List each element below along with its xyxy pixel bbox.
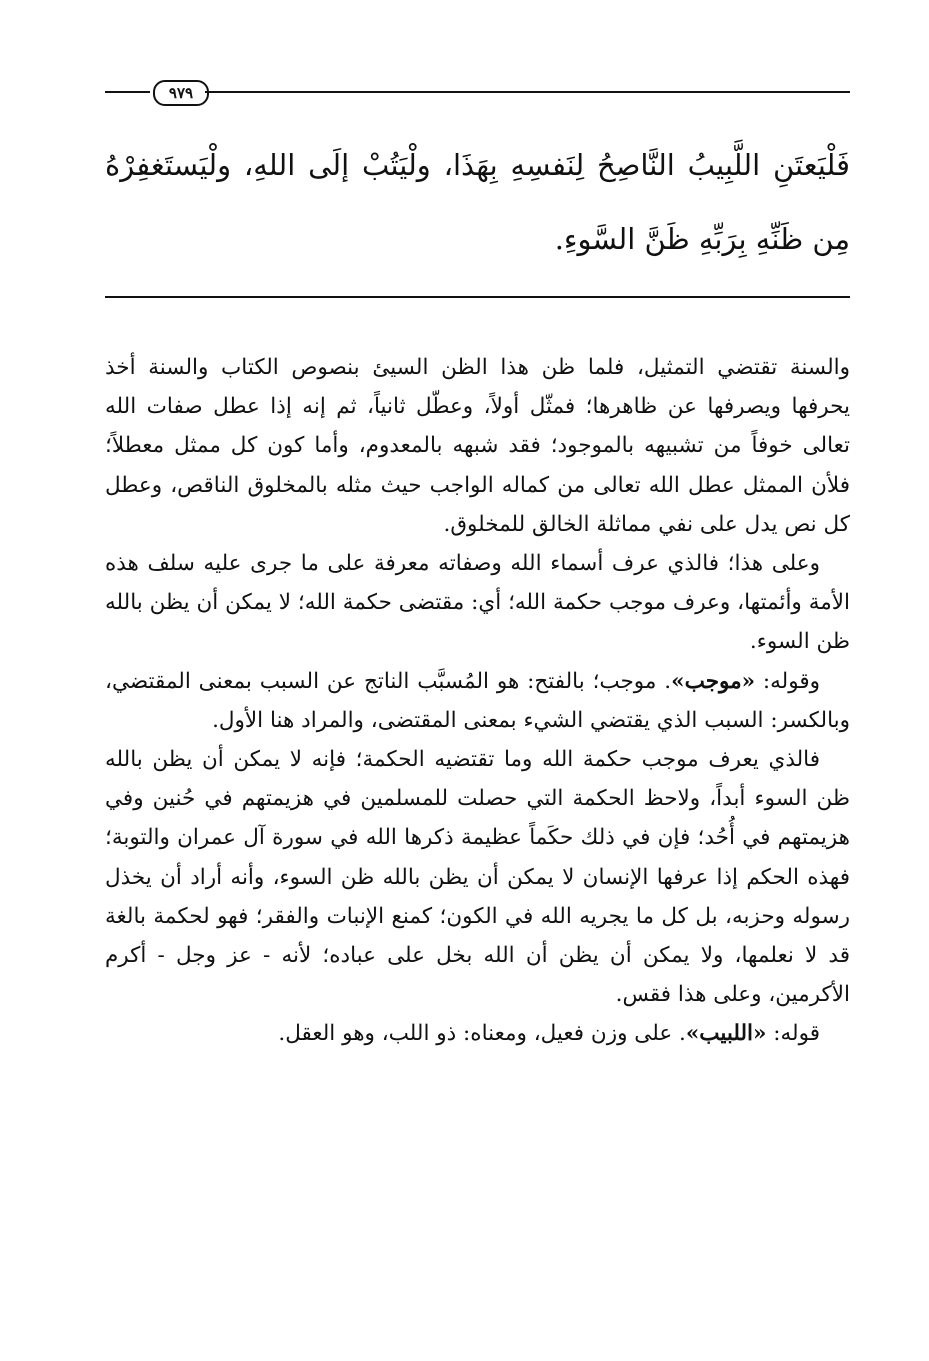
glossed-term: «اللبيب» xyxy=(685,1021,767,1047)
paragraph xyxy=(105,1014,850,1053)
commentary xyxy=(105,348,850,1054)
paragraph xyxy=(105,544,850,662)
paragraph-text: . موجب؛ بالفتح: هو المُسبَّب الناتج عن السبب بمعنى المقتضي، وبالكسر: السبب الذي يقتضي الشيء بمعنى المقتضى، والمراد هنا الأول. xyxy=(105,668,850,733)
paragraph-text: . على وزن فعيل، ومعناه: ذو اللب، وهو العقل. xyxy=(278,1021,686,1047)
paragraph-text: وعلى هذا؛ فالذي عرف أسماء الله وصفاته معرفة على ما جرى عليه سلف هذه الأمة وأئمتها، وعرف موجب حكمة الله؛ أي: مقتضى حكمة الله؛ لا يمكن أن يظن بالله ظن السوء. xyxy=(105,551,850,655)
header-rule xyxy=(105,91,150,93)
page-header xyxy=(105,80,850,104)
paragraph xyxy=(105,662,850,740)
paragraph-lead: قوله: xyxy=(766,1021,820,1047)
paragraph xyxy=(105,348,850,544)
paragraph-text: والسنة تقتضي التمثيل، فلما ظن هذا الظن السيئ بنصوص الكتاب والسنة أخذ يحرفها ويصرفها عن ظاهرها؛ فمثّل أولاً، وعطّل ثانياً، ثم إنه إذا عطل صفات الله تعالى خوفاً من تشبيهه بالموجود؛ فقد شبهه بالمعدوم، وأما كون كل ممثل معطلاً؛ فلأن الممثل عطل الله تعالى من كماله الواجب حيث مثله بالمخلوق الناقص، وعطل كل نص يدل على نفي مماثلة الخالق للمخلوق. xyxy=(105,355,850,537)
page-number: ٩٧٩ xyxy=(153,80,209,106)
matn-text xyxy=(105,128,850,276)
section-divider xyxy=(105,296,850,298)
matn-line: مِن ظَنِّهِ بِرَبِّهِ ظَنَّ السَّوءِ. xyxy=(554,222,850,256)
paragraph xyxy=(105,740,850,1014)
paragraph-lead: وقوله: xyxy=(755,668,820,694)
glossed-term: «موجب» xyxy=(671,668,756,694)
header-rule xyxy=(205,91,850,93)
paragraph-text: فالذي يعرف موجب حكمة الله وما تقتضيه الحكمة؛ فإنه لا يمكن أن يظن بالله ظن السوء أبداً، ولاحظ الحكمة التي حصلت للمسلمين في هزيمتهم في حُنين وفي هزيمتهم في أُحُد؛ فإن في ذلك حكَماً عظيمة ذكرها الله في سورة آل عمران والتوبة؛ فهذه الحكم إذا عرفها الإنسان لا يمكن أن يظن بالله ظن السوء، وأنه أراد أن يخذل رسوله وحزبه، بل كل ما يجريه الله في الكون؛ كمنع الإنبات والفقر؛ فهو لحكمة بالغة قد لا نعلمها، ولا يمكن أن يظن أن الله بخل على عباده؛ لأنه - عز وجل - أكرم الأكرمين، وعلى هذا فقس. xyxy=(105,747,850,1008)
matn-line: فَلْيَعتَنِ اللَّبِيبُ النَّاصِحُ لِنَفسِهِ بِهَذَا، ولْيَتُبْ إلَى اللهِ، ولْيَستَغفِرْهُ xyxy=(105,148,850,182)
